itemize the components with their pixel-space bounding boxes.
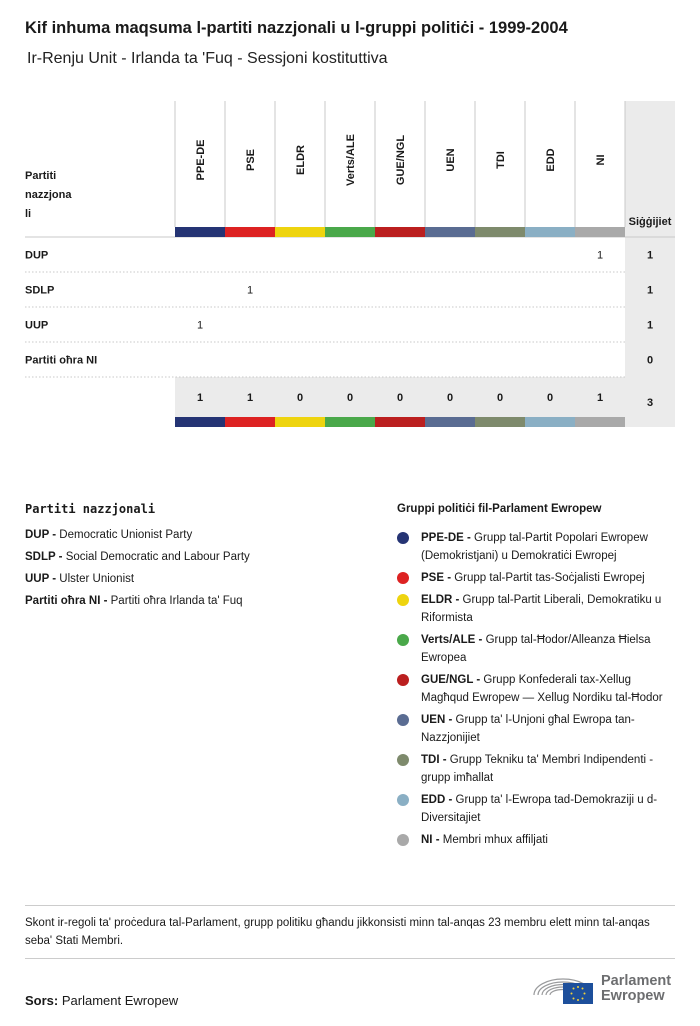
legend-party-item (25, 594, 365, 608)
legend-group-name: Grupp ta' l-Ewropa tad-Demokraziji u d-Diversitajiet (421, 794, 658, 824)
column-header: TDI (495, 151, 507, 169)
parliament-emblem-icon (530, 967, 598, 1007)
legend-dot-icon (397, 572, 409, 584)
legend-political-groups-heading: Gruppi politiċi fil-Parlament Ewropew (397, 503, 602, 515)
legend-group-item (397, 529, 679, 565)
footnote: Skont ir-regoli ta' proċedura tal-Parlament, grupp politiku għandu jikkonsisti minn tal-anqas 23 membru elett minn tal-anqas seba' Stati Membri. (25, 917, 650, 947)
legend-group-item (397, 631, 679, 667)
row-party-label: UUP (25, 319, 49, 332)
legend-dot-icon (397, 794, 409, 806)
column-total-value: 1 (596, 392, 604, 404)
legend-party-name: Social Democratic and Labour Party (65, 551, 250, 563)
column-header: ELDR (295, 145, 307, 175)
column-color-bar-bottom (575, 417, 625, 427)
column-color-bar-bottom (275, 417, 325, 427)
legend-dot-icon (397, 674, 409, 686)
legend-dot-icon (397, 714, 409, 726)
row-party-label: DUP (25, 249, 49, 262)
column-total-value: 1 (196, 392, 204, 404)
legend-dot-icon (397, 532, 409, 544)
seat-table (0, 0, 700, 440)
legend-group-item (397, 569, 679, 587)
column-total-value: 0 (396, 392, 404, 404)
legend-party-abbr: SDLP - (25, 551, 66, 563)
legend-group-abbr: TDI - (421, 754, 450, 766)
legend-group-name: Grupp Konfederali tax-Xellug Magħqud Ewropew — Xellug Nordiku tal-Ħodor (421, 674, 663, 704)
legend-party-item (25, 550, 365, 564)
legend-group-abbr: GUE/NGL - (421, 674, 484, 686)
legend-group-name: Grupp tal-Partit Liberali, Demokratiku u Riformista (421, 594, 662, 624)
row-header-label: Partiti (25, 170, 57, 182)
logo-line-1: Parlament (601, 973, 672, 989)
column-total-value: 0 (546, 392, 554, 404)
row-party-label: Partiti oħra NI (25, 354, 98, 367)
legend-group-name: Grupp tal-Partit Popolari Ewropew (Demokristjani) u Demokratiċi Ewropej (421, 532, 648, 562)
legend-party-item (25, 572, 365, 586)
legend-group-item (397, 751, 679, 787)
legend-group-item (397, 711, 679, 747)
legend-group-name: Grupp tal-Partit tas-Soċjalisti Ewropej (454, 572, 645, 584)
legend-group-abbr: UEN - (421, 714, 456, 726)
row-party-label: SDLP (25, 284, 55, 297)
column-header: NI (595, 154, 607, 166)
column-total-value: 1 (246, 392, 254, 404)
legend-group-abbr: PSE - (421, 572, 455, 584)
legend-group-abbr: NI - (421, 834, 443, 846)
column-color-bar (525, 227, 575, 237)
legend-national-parties (25, 502, 365, 616)
row-header-label: li (25, 208, 32, 220)
column-color-bar (475, 227, 525, 237)
total-seats-header: Siġġijiet (628, 216, 672, 228)
legend-group-item (397, 791, 679, 827)
column-color-bar (575, 227, 625, 237)
column-color-bar (225, 227, 275, 237)
divider (25, 958, 675, 959)
page-subtitle: Ir-Renju Unit - Irlanda ta 'Fuq - Sessjoni kostituttiva (27, 50, 388, 67)
european-parliament-logo (530, 967, 680, 1007)
column-header: Verts/ALE (345, 134, 357, 186)
column-color-bar-bottom (325, 417, 375, 427)
row-total-value: 1 (646, 319, 654, 332)
column-total-value: 0 (296, 392, 304, 404)
column-header: PSE (245, 148, 257, 172)
column-total-value: 0 (496, 392, 504, 404)
column-header: GUE/NGL (395, 134, 407, 186)
legend-dot-icon (397, 594, 409, 606)
row-total-value: 0 (646, 354, 654, 367)
legend-group-name: Grupp Tekniku ta' Membri Indipendenti - grupp imħallat (421, 754, 654, 784)
column-color-bar (375, 227, 425, 237)
legend-dot-icon (397, 834, 409, 846)
column-total-value: 0 (446, 392, 454, 404)
legend-party-name: Ulster Unionist (59, 573, 135, 585)
column-header: EDD (545, 148, 557, 172)
column-header: PPE-DE (195, 139, 207, 181)
divider (25, 905, 675, 906)
column-color-bar-bottom (525, 417, 575, 427)
cell-value: 1 (596, 249, 604, 262)
totals-column-background (625, 101, 675, 427)
cell-value: 1 (196, 319, 204, 332)
column-color-bar-bottom (375, 417, 425, 427)
legend-group-abbr: ELDR - (421, 594, 463, 606)
legend-dot-icon (397, 634, 409, 646)
source-value: Parlament Ewropew (61, 993, 179, 1008)
legend-party-abbr: Partiti oħra NI - (25, 595, 111, 607)
legend-party-abbr: DUP - (25, 529, 60, 541)
column-header: UEN (445, 148, 457, 172)
legend-group-name: Grupp tal-Ħodor/Alleanza Ħielsa Ewropea (421, 634, 651, 664)
legend-group-item (397, 831, 679, 849)
column-total-value: 0 (346, 392, 354, 404)
source-line (25, 993, 178, 1008)
column-color-bar-bottom (225, 417, 275, 427)
column-color-bar-bottom (425, 417, 475, 427)
legend-party-name: Democratic Unionist Party (59, 529, 193, 541)
legend-party-item (25, 528, 365, 542)
row-total-value: 1 (646, 249, 654, 262)
legend-group-name: Membri mhux affiljati (442, 834, 548, 846)
grand-total-value: 3 (646, 397, 654, 409)
column-color-bar (275, 227, 325, 237)
column-color-bar (325, 227, 375, 237)
legend-national-parties-heading: Partiti nazzjonali (25, 502, 156, 516)
legend-party-name: Partiti oħra Irlanda ta' Fuq (110, 595, 243, 607)
logo-line-2: Ewropew (601, 988, 665, 1004)
legend-group-item (397, 671, 679, 707)
legend-group-abbr: Verts/ALE - (421, 634, 486, 646)
legend-political-groups (397, 503, 679, 853)
column-color-bar-bottom (175, 417, 225, 427)
legend-group-abbr: EDD - (421, 794, 456, 806)
legend-group-item (397, 591, 679, 627)
legend-group-abbr: PPE-DE - (421, 532, 475, 544)
row-header-label: nazzjona (25, 189, 72, 201)
legend-dot-icon (397, 754, 409, 766)
column-color-bar (175, 227, 225, 237)
legend-group-name: Grupp ta' l-Unjoni għal Ewropa tan-Nazzjonijiet (421, 714, 635, 744)
row-total-value: 1 (646, 284, 654, 297)
cell-value: 1 (246, 284, 254, 297)
source-label: Sors: (25, 993, 59, 1008)
page-title: Kif inhuma maqsuma l-partiti nazzjonali u l-gruppi politiċi - 1999-2004 (25, 19, 568, 37)
legend-party-abbr: UUP - (25, 573, 60, 585)
column-color-bar-bottom (475, 417, 525, 427)
column-color-bar (425, 227, 475, 237)
logo-wordmark (601, 974, 671, 1004)
